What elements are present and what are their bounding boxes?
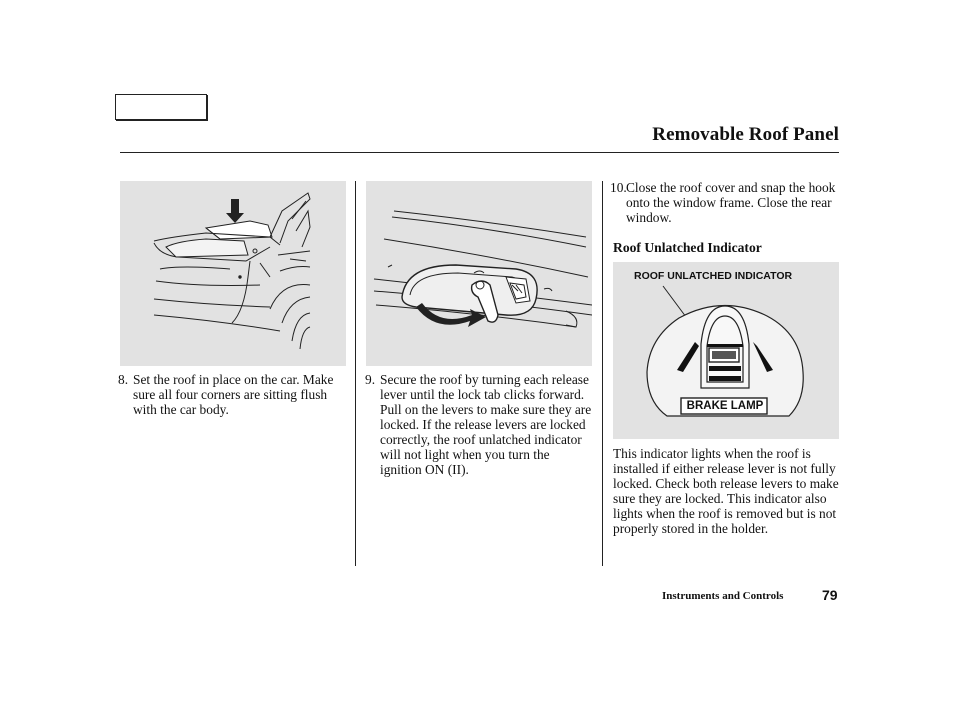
header-rule [120,152,839,153]
step-8 [118,372,346,417]
page-title: Removable Roof Panel [652,124,839,145]
footer-section-label: Instruments and Controls [662,590,784,602]
step-number: 9. [365,372,376,387]
step-number: 8. [118,372,129,387]
section-tab-box [115,94,207,120]
release-lever-figure [366,181,592,366]
step-text: Close the roof cover and snap the hook onto the window frame. Close the rear window. [626,180,836,225]
page-number: 79 [822,587,838,603]
step-text: Secure the roof by turning each release lever until the lock tab clicks forward. Pull on the levers to make sure they are locked. If the release levers are locked correctly, the roof unlatched indicator will not light when you turn the ignition ON (II). [380,372,592,477]
step-9 [365,372,593,477]
car-roof-installation-icon [120,181,346,366]
column-divider-right [602,181,603,566]
column-divider-left [355,181,356,566]
dashboard-indicator-icon [613,262,839,439]
indicator-figure-label: ROOF UNLATCHED INDICATOR [634,270,793,282]
indicator-heading: Roof Unlatched Indicator [613,240,762,255]
step-text: Set the roof in place on the car. Make sure all four corners are sitting flush with the car body. [133,372,334,417]
step-10 [610,180,842,225]
roof-release-lever-icon [366,181,592,366]
indicator-description: This indicator lights when the roof is installed if either release lever is not fully locked. Check both release levers to make sure they are locked. This indicator also lights when the roof is removed but is not properly stored in the holder. [613,446,839,536]
step-number: 10. [610,180,627,195]
car-roof-figure [120,181,346,366]
brake-lamp-label: BRAKE LAMP [686,400,764,412]
indicator-figure [613,262,839,439]
